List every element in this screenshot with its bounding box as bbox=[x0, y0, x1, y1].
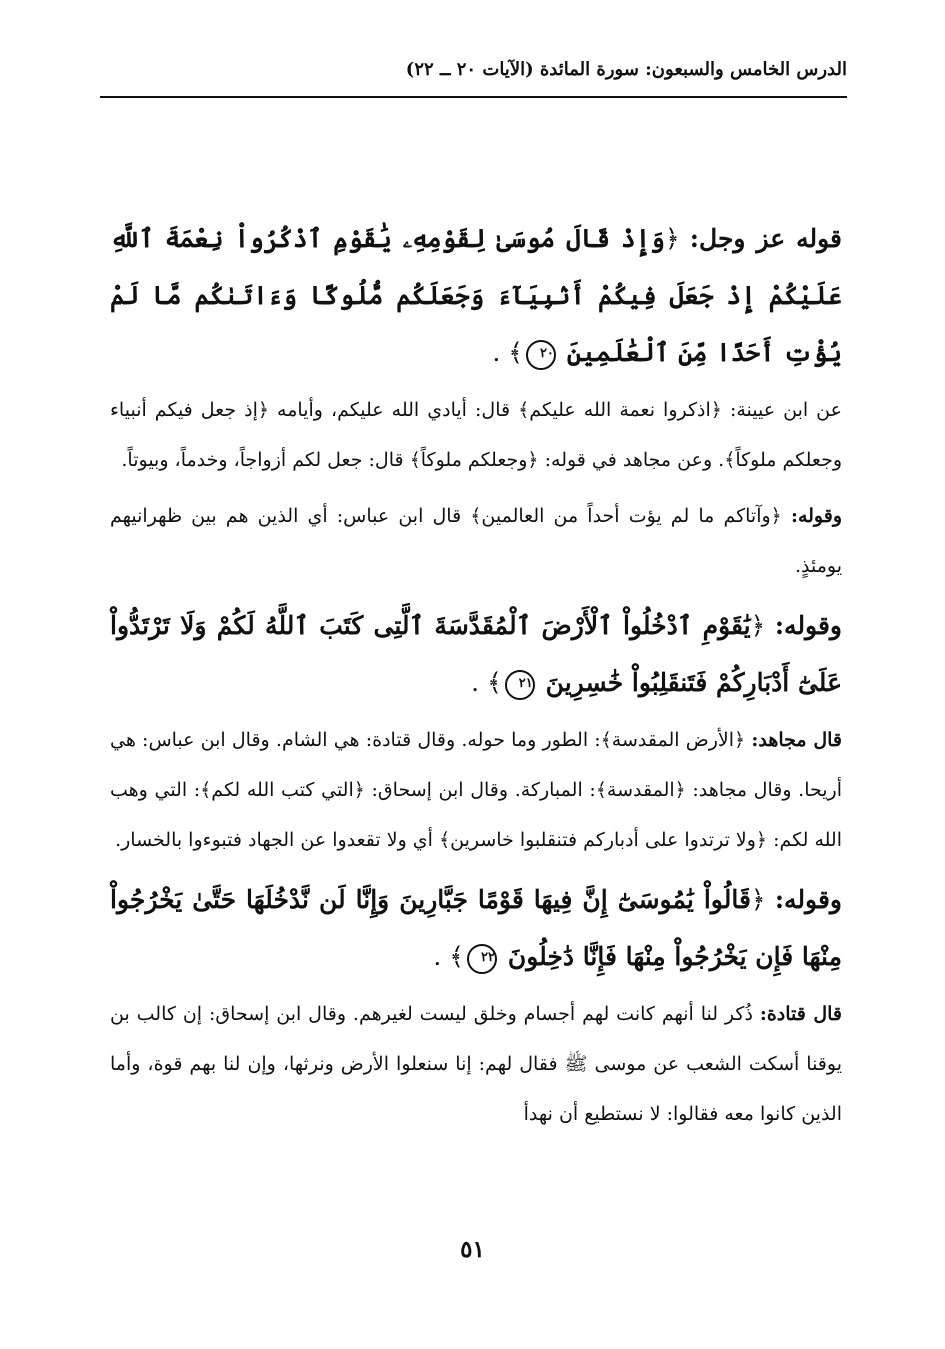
ayah-number-marker: ٢١ bbox=[505, 670, 535, 700]
quran-verse: قَالُواْ يَٰمُوسَىٰٓ إِنَّ فِيهَا قَوْمًا جَبَّارِينَ وَإِنَّا لَن نَّدْخُلَهَا حَتَّىٰ يَخْرُجُواْ مِنْهَا فَإِن يَخْرُجُواْ مِنْهَا فَإِنَّا دَٰخِلُونَ bbox=[110, 885, 842, 971]
page-number: ٥١ bbox=[460, 1236, 485, 1263]
paragraph-text: ذُكر لنا أنهم كانت لهم أجسام وخلق ليست لغيرهم. وقال ابن إسحاق: إن كالب بن يوقنا أسكت الشعب عن موسى ﷺ فقال لهم: إنا سنعلوا الأرض ونرثها، وإن لنا بهم قوة، وأما الذين كانوا معه فقالوا: لا نستطيع أن نهدأ bbox=[110, 1003, 842, 1125]
page-body bbox=[110, 210, 842, 1145]
quran-verse: يَٰقَوْمِ ٱدْخُلُواْ ٱلْأَرْضَ ٱلْمُقَدَّسَةَ ٱلَّتِى كَتَبَ ٱللَّهُ لَكُمْ وَلَا تَرْتَدُّواْ عَلَىٰٓ أَدْبَارِكُمْ فَتَنقَلِبُواْ خَٰسِرِينَ bbox=[110, 611, 842, 697]
ayah-number-marker: ٢٢ bbox=[467, 944, 497, 974]
paragraph-lead: وقوله: bbox=[774, 885, 842, 914]
paragraph-lead: قال قتادة: bbox=[759, 1003, 842, 1025]
paragraph-commentary-4 bbox=[110, 989, 842, 1139]
paragraph-text: عن ابن عيينة: ﴿اذكروا نعمة الله عليكم﴾ قال: أيادي الله عليكم، وأيامه ﴿إذ جعل فيكم أنبياء وجعلكم ملوكاً﴾. وعن مجاهد في قوله: ﴿وجعلكم ملوكاً﴾ قال: جعل لكم أزواجاً، وخدماً، وبيوتاً. bbox=[110, 399, 842, 471]
verse-close-bracket: ﴾ . bbox=[471, 668, 502, 697]
paragraph-lead: قال مجاهد: bbox=[751, 729, 842, 751]
verse-close-bracket: ﴾ . bbox=[492, 338, 523, 367]
verse-close-bracket: ﴾ . bbox=[433, 942, 464, 971]
verse-open-bracket: ﴿ bbox=[750, 885, 766, 914]
running-header: الدرس الخامس والسبعون: سورة المائدة (الآيات ٢٠ ــ ٢٢) bbox=[405, 59, 847, 80]
paragraph-text: ﴿الأرض المقدسة﴾: الطور وما حوله. وقال قتادة: هي الشام. وقال ابن عباس: هي أريحا. وقال مجاهد: ﴿المقدسة﴾: المباركة. وقال ابن إسحاق: ﴿التي كتب الله لكم﴾: التي وهب الله لكم: ﴿ولا ترتدوا على أدباركم فتنقلبوا خاسرين﴾ أي ولا تقعدوا عن الجهاد فتبوءوا بالخسار. bbox=[110, 729, 842, 851]
paragraph-lead: وقوله: bbox=[790, 505, 842, 527]
paragraph-verse-20 bbox=[110, 210, 842, 381]
paragraph-commentary-2 bbox=[110, 491, 842, 591]
paragraph-lead: قوله عز وجل: bbox=[689, 224, 842, 253]
paragraph-commentary-1 bbox=[110, 385, 842, 485]
paragraph-commentary-3 bbox=[110, 715, 842, 865]
paragraph-verse-22 bbox=[110, 871, 842, 985]
header-rule bbox=[100, 96, 847, 98]
verse-open-bracket: ﴿ bbox=[664, 224, 680, 253]
paragraph-text: ﴿وآتاكم ما لم يؤت أحداً من العالمين﴾ قال ابن عباس: أي الذين هم بين ظهرانيهم يومئذٍ. bbox=[110, 505, 842, 577]
quran-verse: وَإِذْ قَالَ مُوسَىٰ لِقَوْمِهِۦ يَٰقَوْمِ ٱذْكُرُواْ نِعْمَةَ ٱللَّهِ عَلَيْكُمْ إِذْ جَعَلَ فِيكُمْ أَنۢبِيَآءَ وَجَعَلَكُم مُّلُوكًا وَءَاتَىٰكُم مَّا لَمْ يُؤْتِ أَحَدًا مِّنَ ٱلْعَٰلَمِينَ bbox=[110, 224, 842, 367]
paragraph-verse-21 bbox=[110, 597, 842, 711]
verse-open-bracket: ﴿ bbox=[750, 611, 766, 640]
ayah-number-marker: ٢٠ bbox=[526, 340, 556, 370]
paragraph-lead: وقوله: bbox=[774, 611, 842, 640]
